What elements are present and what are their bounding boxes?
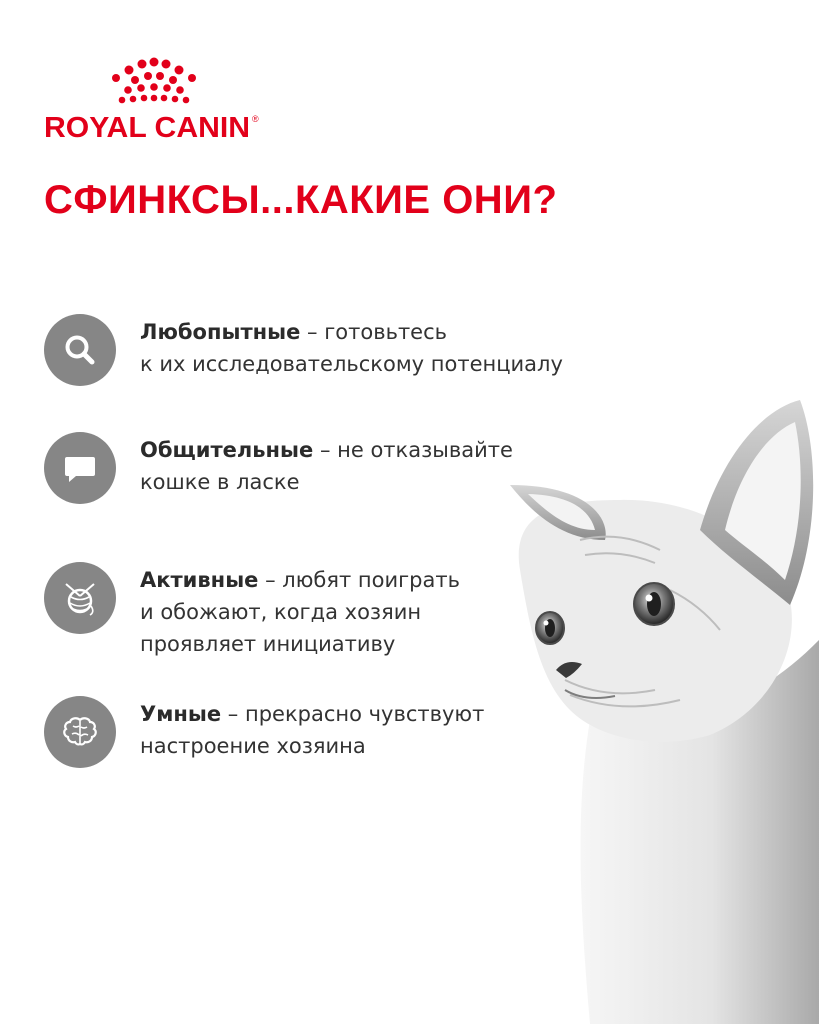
trait-desc: и обожают, когда хозяин bbox=[140, 600, 422, 624]
magnifier-icon bbox=[60, 330, 100, 370]
icon-circle bbox=[44, 314, 116, 386]
trait-desc: проявляет инициативу bbox=[140, 632, 396, 656]
crown-icon bbox=[44, 56, 264, 146]
icon-circle bbox=[44, 432, 116, 504]
yarn-ball-icon bbox=[60, 578, 100, 618]
trait-title: Умные bbox=[140, 702, 222, 726]
trait-title: Активные bbox=[140, 568, 259, 592]
sphynx-cat-image bbox=[470, 390, 819, 1024]
trait-desc: – любят поиграть bbox=[258, 568, 460, 592]
trait-text bbox=[140, 316, 570, 380]
trait-desc: – прекрасно чувствуют bbox=[221, 702, 485, 726]
svg-text:®: ® bbox=[252, 114, 259, 124]
icon-circle bbox=[44, 562, 116, 634]
brain-icon bbox=[60, 712, 100, 752]
trait-desc: кошке в ласке bbox=[140, 470, 300, 494]
page-title: СФИНКСЫ...КАКИЕ ОНИ? bbox=[44, 178, 558, 222]
trait-title: Любопытные bbox=[140, 320, 301, 344]
svg-text:ROYAL CANIN: ROYAL CANIN bbox=[44, 112, 250, 144]
sphynx-cat-photo bbox=[470, 390, 819, 1024]
royal-canin-logo bbox=[44, 56, 264, 146]
speech-bubble-icon bbox=[60, 448, 100, 488]
trait-desc: – не отказывайте bbox=[313, 438, 513, 462]
trait-desc: к их исследовательскому потенциалу bbox=[140, 352, 563, 376]
trait-title: Общительные bbox=[140, 438, 314, 462]
icon-circle bbox=[44, 696, 116, 768]
trait-desc: настроение хозяина bbox=[140, 734, 366, 758]
trait-desc: – готовьтесь bbox=[300, 320, 448, 344]
